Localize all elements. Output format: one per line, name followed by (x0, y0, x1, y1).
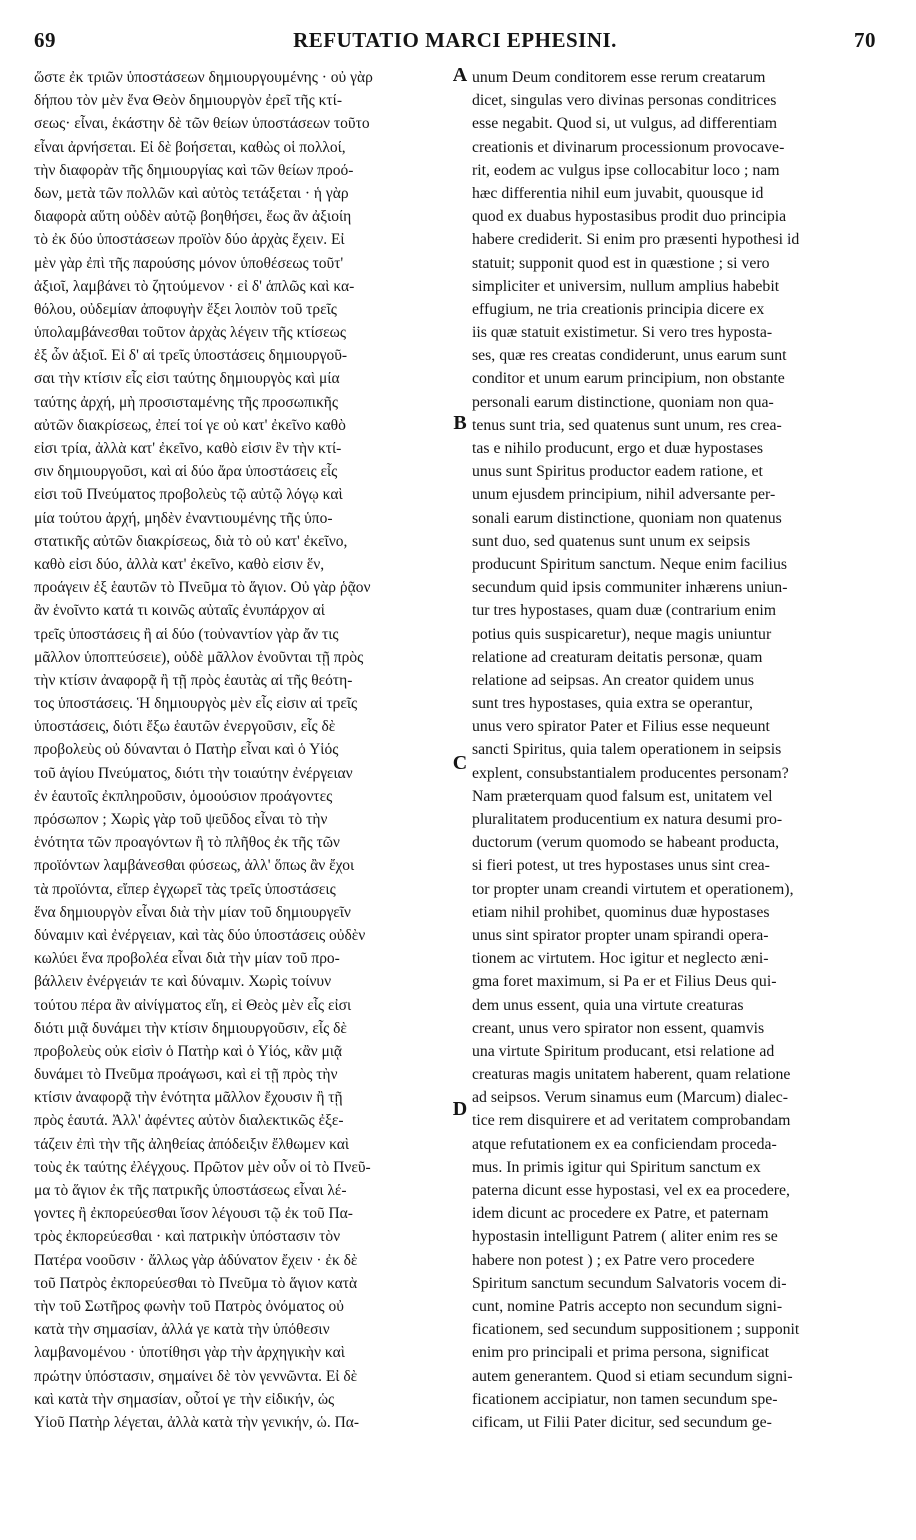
text-line: unus vero spirator Pater et Filius esse nequeunt (472, 718, 770, 736)
text-line: habere non potest ) ; ex Patre vero procedere (472, 1251, 755, 1269)
text-line: ὑπολαμβάνεσθαι τοῦτον ἀρχὰς λέγειν τῆς κτίσεως (34, 324, 346, 342)
text-line: στατικῆς αὐτῶν διακρίσεως, διὰ τὸ οὐ κατ' ἐκεῖνο, (34, 532, 348, 550)
text-line: paterna dicunt esse hypostasi, vel ex ea procedere, (472, 1182, 790, 1199)
text-line: γοντες ἢ ἐκπορεύεσθαι ἴσον λέγουσι τῷ ἐκ τοῦ Πα- (34, 1205, 353, 1223)
text-line: κωλύει ἕνα προβολέα εἶναι διὰ τὴν μίαν τοῦ προ- (34, 950, 340, 968)
text-line: sonali earum distinctione, quoniam non quatenus (472, 509, 782, 527)
text-line: ἑνότητα τῶν προαγόντων ἢ τὸ πλῆθος ἐκ τῆς τῶν (34, 834, 340, 852)
section-marker-d: D (452, 1098, 468, 1120)
text-line: una virtute Spiritum producant, etsi relatione ad (472, 1042, 775, 1060)
text-line: σιν δημιουργοῦσι, καὶ αἱ δύο ἄρα ὑποστάσεις εἷς (34, 463, 338, 481)
running-header (34, 28, 876, 54)
latin-column (472, 66, 880, 1434)
text-line: hypostasin intelligunt Patrem ( aliter enim res se (472, 1228, 778, 1246)
text-line: simpliciter et universim, nullum amplius habebit (472, 277, 780, 295)
text-line: μία τούτου ἀρχή, μηδὲν ἐναντιουμένης τῆς ὑπο- (34, 509, 333, 527)
text-line: τὴν τοῦ Σωτῆρος φωνὴν τοῦ Πατρὸς ὀνόματος οὐ (34, 1297, 344, 1315)
text-line: unus sint spirator propter unam spirandi opera- (472, 926, 769, 944)
text-line: λαμβανομένου · ὑποτίθησι γὰρ τὴν ἀρχηγικὴν καὶ (34, 1344, 345, 1362)
text-line: autem generantem. Quod si etiam secundum signi- (472, 1367, 793, 1385)
text-line: atque refutationem ex ea conficiendam proceda- (472, 1135, 777, 1153)
text-line: καθὸ εἰσι δύο, ἀλλὰ κατ' ἐκεῖνο, καθὸ εἰσιν ἕν, (34, 555, 325, 573)
text-line: δων, μετὰ τῶν πολλῶν καὶ αὐτὸς τετάξεται · ἡ γὰρ (34, 184, 349, 202)
text-line: etiam nihil prohibet, quominus duæ hypostases (472, 903, 770, 921)
text-line: δυνάμει τὸ Πνεῦμα προάγωσι, καὶ εἰ τῇ πρὸς τὴν (34, 1066, 338, 1084)
text-line: ses, quæ res creatas condiderunt, unus earum sunt (472, 347, 787, 365)
text-line: κατὰ τὴν σημασίαν, ἀλλά γε κατὰ τὴν ὑπόθεσιν (34, 1321, 330, 1339)
text-line: unus sunt Spiritus productor eadem ratione, et (472, 463, 763, 481)
text-line: pluralitatem producentium ex natura desumi pro- (472, 811, 783, 828)
text-line: δύναμιν καὶ ἐνέργειαν, καὶ τὰς δύο ὑποστάσεις οὐδὲν (34, 926, 366, 944)
text-line: μα τὸ ἅγιον ἐκ τῆς πατρικῆς ὑποστάσεως εἶναι λέ- (34, 1182, 347, 1199)
page-number-left: 69 (34, 28, 56, 52)
text-line: εἶναι ἀρνήσεται. Εἰ δὲ βοήσεται, καθὼς οἱ πολλοί, (34, 138, 346, 156)
text-line: ductorum (verum quomodo se habeant producta, (472, 834, 780, 852)
text-line: cificam, ut Filii Pater dicitur, sed secundum ge- (472, 1413, 772, 1431)
text-line: ὑποστάσεις, διότι ἔξω ἑαυτῶν ἐνεργοῦσιν, εἷς δὲ (34, 718, 336, 736)
text-line: unum Deum conditorem esse rerum creatarum (472, 69, 766, 86)
text-line: gma foret maximum, si Pa er et Filius Deus qui- (472, 973, 777, 991)
text-line: προβολεὺς οὐ δύνανται ὁ Πατὴρ εἶναι καὶ ὁ Υἱός (34, 741, 339, 759)
text-line: si fieri potest, ut tres hypostases unus sint crea- (472, 857, 770, 875)
text-line: explent, consubstantialem producentes personam? (472, 764, 789, 782)
page-number-right: 70 (854, 28, 876, 52)
text-line: τρὸς ἐκπορεύεσθαι · καὶ πατρικὴν ὑπόστασιν τὸν (34, 1228, 341, 1246)
text-line: producunt Spiritum sanctum. Neque enim facilius (472, 555, 787, 573)
text-line: tenus sunt tria, sed quatenus sunt unum, res crea- (472, 416, 782, 434)
text-line: τὴν κτίσιν ἀναφορᾷ ἢ τῇ πρὸς ἑαυτὰς αἱ τῆς θεότη- (34, 671, 353, 689)
text-line: διαφορὰ αὕτη οὐδὲν αὐτῷ βοηθήσει, ἕως ἂν ἀξιοίη (34, 208, 352, 226)
text-line: ἐν ἑαυτοῖς ἐκπληροῦσιν, ὁμοούσιον προάγοντες (34, 787, 333, 805)
text-line: ficationem, sed secundum suppositionem ; supponit (472, 1321, 800, 1339)
text-line: προβολεὺς οὐκ εἰσὶν ὁ Πατὴρ καὶ ὁ Υἱός, κἂν μιᾷ (34, 1042, 343, 1060)
text-line: σεως· εἶναι, ἑκάστην δὲ τῶν θείων ὑποστάσεων τοῦτο (34, 115, 370, 133)
text-line: effugium, ne tria creationis principia dicere ex (472, 300, 765, 318)
text-line: ἀξιοῖ, λαμβάνει τὸ ζητούμενον · εἰ δ' ἁπλῶς καὶ κα- (34, 277, 355, 295)
text-line: statuit; supponit quod est in quæstione ; si vero (472, 254, 770, 272)
text-line: αὐτῶν διακρίσεως, ἐπεί τοί γε οὐ κατ' ἐκεῖνο καθὸ (34, 416, 346, 434)
text-line: mus. In primis igitur qui Spiritum sanctum ex (472, 1158, 761, 1176)
text-line: relatione ad creaturam deitatis personæ, quam (472, 648, 763, 666)
text-line: τρεῖς ὑποστάσεις ἢ αἱ δύο (τοὐναντίον γὰρ ἄν τις (34, 625, 339, 643)
text-line: τος ὑποστάσεις. Ἡ δημιουργὸς μὲν εἷς εἰσιν αἱ τρεῖς (34, 695, 358, 713)
text-line: personali earum distinctione, quoniam non qua- (472, 393, 774, 411)
text-line: πρώτην ὑπόστασιν, σημαίνει δὲ τὸν γεννῶντα. Εἰ δὲ (34, 1367, 358, 1385)
text-line: τὰ προϊόντα, εἴπερ ἐγχωρεῖ τὰς τρεῖς ὑποστάσεις (34, 880, 336, 898)
text-line: cunt, nomine Patris accepto non secundum signi- (472, 1297, 783, 1315)
text-line: εἰσι τοῦ Πνεύματος προβολεὺς τῷ αὐτῷ λόγῳ καὶ (34, 486, 343, 504)
text-line: τὴν διαφορὰν τῆς δημιουργίας καὶ τῶν θείων προό- (34, 161, 354, 179)
section-marker-b: B (453, 412, 467, 434)
text-line: enim pro principali et prima persona, significat (472, 1344, 769, 1362)
text-line: μᾶλλον ὑποπτεύσειε), οὐδὲ μᾶλλον ἑνοῦνται τῇ πρὸς (34, 648, 364, 666)
text-line: Nam præterquam quod falsum est, unitatem vel (472, 787, 773, 805)
text-line: βάλλειν ἐνέργειάν τε καὶ δύναμιν. Χωρὶς τοίνυν (34, 973, 332, 991)
text-line: ad seipsos. Verum sinamus eum (Marcum) dialec- (472, 1089, 789, 1107)
text-line: προϊόντων λαμβάνεσθαι φύσεως, ἀλλ' ὅπως ἂν ἔχοι (34, 857, 355, 875)
text-line: esse negabit. Quod si, ut vulgus, ad differentiam (472, 115, 778, 133)
text-line: rit, eodem ac vulgus ipse collocabitur loco ; nam (472, 161, 780, 179)
section-marker-c: C (452, 752, 468, 774)
text-line: προάγειν ἐξ ἑαυτῶν τὸ Πνεῦμα τὸ ἅγιον. Οὐ γὰρ ῥᾷον (34, 579, 371, 597)
text-line: tice rem disquirere et ad veritatem comprobandam (472, 1112, 791, 1130)
text-line: Υἱοῦ Πατὴρ λέγεται, ἀλλὰ κατὰ τὴν γενικήν, ὡ. Πα- (34, 1413, 360, 1431)
text-line: ἂν ἑνοῖντο κατά τι κοινῶς αὐταῖς ἐνυπάρχον αἱ (34, 602, 325, 620)
text-line: hæc differentia nihil eum juvabit, quousque id (472, 184, 764, 202)
text-line: ταύτης ἀρχή, μὴ προσισταμένης τῆς προσωπικῆς (34, 393, 339, 411)
text-line: θόλου, οὐδεμίαν ἀποφυγὴν ἕξει λοιπὸν τοῦ τρεῖς (34, 300, 337, 318)
text-line: tionem ac virtutem. Hoc igitur et neglecto æni- (472, 950, 769, 968)
text-line: ἕνα δημιουργὸν εἶναι διὰ τὴν μίαν τοῦ δημιουργεῖν (34, 903, 351, 921)
text-line: creationis et divinarum processionum provocave- (472, 138, 785, 156)
text-line: ἐξ ὧν ἀξιοῖ. Εἰ δ' αἱ τρεῖς ὑποστάσεις δημιουργοῦ- (34, 347, 348, 365)
text-line: τούτου πέρα ἂν αἰνίγματος εἴη, εἰ Θεὸς μὲν εἷς εἰσι (34, 996, 352, 1014)
text-line: secundum quid ipsis communiter inhærens uniun- (472, 579, 788, 597)
text-line: τοῦ ἁγίου Πνεύματος, διότι τὴν τοιαύτην ἐνέργειαν (34, 764, 353, 782)
section-marker-a: A (452, 64, 468, 86)
text-line: sunt tres hypostases, quia extra se operantur, (472, 695, 754, 713)
text-line: κτίσιν ἀναφορᾷ τὴν ἑνότητα μᾶλλον ἔχουσιν ἢ τῇ (34, 1089, 343, 1107)
text-line: τοὺς ἐκ ταύτης ἐλέγχους. Πρῶτον μὲν οὖν οἱ τὸ Πνεῦ- (34, 1158, 371, 1176)
text-line: tor propter unam creandi virtutem et operationem), (472, 880, 794, 898)
text-line: habere crediderit. Si enim pro præsenti hypothesi id (472, 231, 800, 249)
text-line: potius quis suspicaretur), neque magis uniuntur (472, 625, 772, 643)
text-line: sunt duo, sed quatenus sunt unum ex seipsis (472, 532, 751, 550)
text-line: unum ejusdem principium, nihil adversante per- (472, 486, 776, 504)
greek-column (34, 66, 448, 1434)
text-line: tas e nihilo producunt, ergo et duæ hypostases (472, 440, 764, 457)
text-line: ficationem accipiatur, non tamen secundum spe- (472, 1390, 778, 1408)
text-line: πρόσωπον ; Χωρὶς γὰρ τοῦ ψεῦδος εἶναι τὸ τὴν (34, 811, 328, 828)
text-line: tur tres hypostases, quam duæ (contrarium enim (472, 602, 777, 620)
text-line: τοῦ Πατρὸς ἐκπορεύεσθαι τὸ Πνεῦμα τὸ ἅγιον κατὰ (34, 1274, 358, 1292)
running-title: REFUTATIO MARCI EPHESINI. (293, 28, 617, 52)
text-line: καὶ κατὰ τὴν σημασίαν, οὗτοί γε τὴν εἰδικήν, ὡς (34, 1390, 335, 1408)
text-line: Spiritum sanctum secundum Salvatoris vocem di- (472, 1274, 787, 1292)
text-line: dem unus essent, quia una virtute creaturas (472, 996, 744, 1014)
text-line: πρὸς ἑαυτά. Ἀλλ' ἀφέντες αὐτὸν διαλεκτικῶς ἐξε- (34, 1112, 344, 1130)
text-line: σαι τὴν κτίσιν εἷς εἰσι ταύτης δημιουργὸς καὶ μία (34, 370, 340, 388)
text-line: relatione ad seipsas. An creator quidem unus (472, 671, 755, 689)
text-line: ὥστε ἐκ τριῶν ὑποστάσεων δημιουργουμένης · οὐ γὰρ (34, 69, 373, 86)
text-line: dicet, singulas vero divinas personas conditrices (472, 92, 777, 110)
text-line: creaturas magis unitatem haberent, quam relatione (472, 1066, 791, 1084)
text-line: quod ex duabus hypostasibus prodit duo principia (472, 208, 787, 226)
text-line: μὲν γὰρ ἐπὶ τῆς παρούσης μόνον ὑποθέσεως τοῦτ' (34, 254, 344, 272)
text-line: sancti Spiritus, quia talem operationem in seipsis (472, 741, 782, 759)
text-line: idem dicunt ac procedere ex Patre, et paternam (472, 1205, 769, 1223)
text-line: δήπου τὸν μὲν ἕνα Θεὸν δημιουργὸν ἐρεῖ τῆς κτί- (34, 92, 342, 110)
text-line: διότι μιᾷ δυνάμει τὴν κτίσιν δημιουργοῦσιν, εἷς δὲ (34, 1019, 347, 1037)
text-line: creant, unus vero spirator non essent, quamvis (472, 1019, 765, 1037)
text-line: conditor et unum earum principium, non obstante (472, 370, 785, 388)
text-line: τάζειν ἐπὶ τὴν τῆς ἀληθείας ἀπόδειξιν ἔλθωμεν καὶ (34, 1135, 350, 1153)
text-line: Πατέρα νοοῦσιν · ἄλλως γὰρ ἀδύνατον ἔχειν · ἐκ δὲ (34, 1251, 358, 1269)
text-line: τὸ ἐκ δύο ὑποστάσεων προϊὸν δύο ἀρχὰς ἔχειν. Εἰ (34, 231, 345, 249)
text-line: iis quæ statuit existimetur. Si vero tres hyposta- (472, 324, 773, 342)
text-line: εἰσι τρία, ἀλλὰ κατ' ἐκεῖνο, καθὸ εἰσιν ἓν τὴν κτί- (34, 440, 342, 457)
